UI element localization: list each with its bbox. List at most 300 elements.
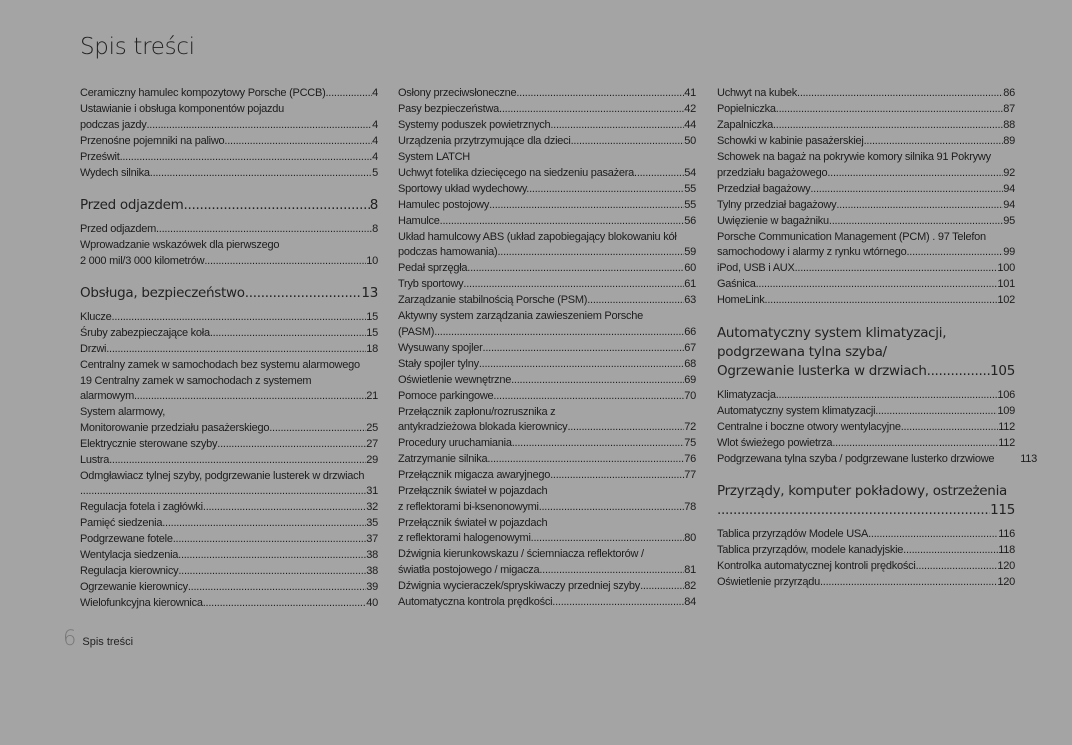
toc-entry-title: Schowki w kabinie pasażerskiej — [717, 135, 864, 147]
toc-entry[interactable] — [80, 532, 378, 548]
toc-entry[interactable] — [398, 150, 696, 181]
toc-entry-title: Lustra — [80, 453, 110, 466]
toc-entry-title: Systemy poduszek powietrznych — [398, 119, 551, 131]
dot-leader — [463, 277, 684, 293]
toc-page-number: 99 — [1003, 246, 1015, 258]
dot-leader — [146, 118, 372, 134]
toc-entry[interactable] — [398, 405, 696, 436]
toc-entry[interactable] — [80, 310, 378, 326]
toc-entry[interactable] — [80, 150, 378, 166]
dot-leader — [994, 452, 998, 468]
toc-entry[interactable] — [398, 579, 696, 595]
toc-page-number: 118 — [998, 544, 1015, 556]
dot-leader — [109, 453, 366, 469]
toc-page-number: 94 — [1003, 198, 1015, 211]
toc-entry[interactable] — [80, 453, 378, 469]
toc-entry-title: Centralne i boczne otwory wentylacyjne — [717, 420, 901, 433]
toc-entry-row — [717, 182, 1015, 198]
toc-entry-title: Tylny przedział bagażowy — [717, 198, 837, 211]
toc-entry-row — [398, 86, 696, 102]
dot-leader — [178, 548, 366, 564]
toc-entry-title: Wlot świeżego powietrza — [717, 436, 833, 449]
toc-entry-title: Podgrzewane fotele — [80, 533, 173, 545]
toc-page-number: 102 — [997, 294, 1015, 306]
toc-page-number: 10 — [366, 254, 378, 267]
toc-entry[interactable] — [80, 437, 378, 453]
dot-leader — [868, 527, 998, 543]
dot-leader — [550, 118, 684, 134]
dot-leader — [106, 342, 366, 358]
toc-page-number: 55 — [684, 182, 696, 195]
toc-page-number: 80 — [684, 532, 696, 544]
toc-entry[interactable] — [80, 166, 378, 182]
toc-entry[interactable] — [80, 358, 378, 405]
toc-page-number: 101 — [997, 278, 1015, 290]
dot-leader — [795, 261, 998, 277]
dot-leader — [224, 134, 372, 150]
dot-leader — [178, 564, 366, 580]
toc-entry[interactable] — [80, 326, 378, 342]
toc-entry-row — [398, 134, 696, 150]
toc-entry-title: alarmowym — [80, 390, 134, 402]
toc-entry-title: Wielofunkcyjna kierownica — [80, 597, 203, 609]
dot-leader — [134, 389, 366, 405]
toc-entry-row — [398, 293, 696, 309]
toc-entry[interactable] — [717, 420, 1015, 436]
toc-entry-title: podczas jazdy — [80, 118, 147, 131]
toc-entry-title: Procedury uruchamiania — [398, 437, 512, 449]
toc-entry-row — [717, 166, 1015, 182]
toc-page-number: 92 — [1003, 166, 1015, 179]
toc-entry-title: Popielniczka — [717, 103, 776, 115]
toc-page-number: 76 — [684, 453, 696, 465]
dot-leader — [836, 198, 1003, 214]
toc-entry-title: Hamulce — [398, 214, 440, 227]
toc-entry[interactable] — [80, 596, 378, 612]
toc-entry-row — [80, 284, 378, 303]
toc-entry-line: System LATCH — [398, 151, 470, 163]
toc-entry[interactable] — [717, 404, 1015, 420]
toc-page-number: 38 — [366, 565, 378, 577]
toc-entry-row — [398, 531, 696, 547]
toc-page-number: 61 — [684, 278, 696, 290]
toc-entry-title: Uchwyt na kubek — [717, 87, 798, 99]
dot-leader — [906, 245, 1003, 261]
toc-entry[interactable] — [398, 341, 696, 357]
toc-entry[interactable] — [717, 575, 1015, 591]
toc-section-heading[interactable] — [717, 324, 1015, 381]
toc-section-heading[interactable] — [717, 482, 1015, 520]
toc-entry-row — [717, 198, 1015, 214]
toc-entry-row — [398, 166, 696, 182]
dot-leader — [467, 261, 684, 277]
toc-entry-line: Przyrządy, komputer pokładowy, ostrzeżenia — [717, 483, 1007, 499]
toc-page-number: 41 — [684, 87, 696, 99]
toc-entry-row — [717, 118, 1015, 134]
dot-leader — [80, 484, 366, 500]
toc-page-number: 66 — [684, 325, 696, 338]
toc-page-number: 27 — [366, 437, 378, 450]
dot-leader — [479, 357, 684, 373]
toc-entry-title: Automatyczny system klimatyzacji — [717, 404, 876, 417]
dot-leader — [829, 214, 1003, 230]
toc-entry[interactable] — [398, 102, 696, 118]
toc-page-number: 116 — [998, 528, 1015, 540]
toc-page-number: 120 — [997, 576, 1015, 588]
toc-entry-title: Wysuwany spojler — [398, 341, 483, 354]
dot-leader — [120, 150, 373, 166]
dot-leader — [489, 198, 684, 214]
toc-entry[interactable] — [717, 182, 1015, 198]
toc-entry[interactable] — [398, 86, 696, 102]
dot-leader — [529, 182, 684, 198]
toc-section-heading[interactable] — [80, 196, 378, 215]
toc-entry[interactable] — [80, 548, 378, 564]
dot-leader — [188, 580, 366, 596]
toc-entry[interactable] — [80, 580, 378, 596]
dot-leader — [640, 579, 684, 595]
dot-leader — [512, 436, 685, 452]
toc-entry[interactable] — [717, 543, 1015, 559]
toc-page-number: 77 — [684, 469, 696, 481]
toc-entry-line: System alarmowy, — [80, 406, 166, 418]
toc-entry-title: z reflektorami bi-ksenonowymi — [398, 500, 539, 513]
toc-entry-row — [717, 420, 1015, 436]
toc-entry-title: iPod, USB i AUX — [717, 262, 795, 274]
dot-leader — [573, 134, 684, 150]
toc-entry-line: Układ hamulcowy ABS (układ zapobiegający blokowaniu kół — [398, 230, 677, 243]
toc-entry-row — [80, 548, 378, 564]
dot-leader — [112, 310, 367, 326]
toc-entry[interactable] — [717, 436, 1015, 452]
toc-entry-title: Przedział bagażowy — [717, 182, 811, 195]
toc-entry-row — [80, 166, 378, 182]
toc-page-number: 109 — [997, 404, 1015, 417]
toc-entry[interactable] — [717, 198, 1015, 214]
dot-leader — [832, 436, 998, 452]
toc-entry[interactable] — [717, 527, 1015, 543]
toc-page-number: 86 — [1003, 87, 1015, 99]
toc-page-number: 21 — [366, 390, 378, 402]
toc-entry[interactable] — [398, 389, 696, 405]
toc-entry-row — [80, 134, 378, 150]
toc-entry-line: Wprowadzanie wskazówek dla pierwszego — [80, 239, 280, 251]
toc-page-number: 87 — [1003, 103, 1015, 115]
toc-entry[interactable] — [398, 134, 696, 150]
toc-page-number: 39 — [366, 581, 378, 593]
toc-entry[interactable] — [80, 86, 378, 102]
toc-entry-title: Pedał sprzęgła — [398, 262, 468, 274]
toc-entry-title: antykradzieżowa blokada kierownicy — [398, 421, 568, 433]
toc-entry[interactable] — [80, 134, 378, 150]
dot-leader — [567, 420, 684, 436]
toc-page-number: 75 — [684, 437, 696, 449]
toc-page-number: 88 — [1003, 119, 1015, 131]
toc-entry-title: Przenośne pojemniki na paliwo — [80, 134, 225, 147]
toc-entry[interactable] — [717, 230, 1015, 261]
dot-leader — [511, 373, 684, 389]
toc-entry-row — [717, 575, 1015, 591]
toc-entry[interactable] — [717, 150, 1015, 181]
toc-page-number: 100 — [997, 262, 1015, 274]
toc-entry-row — [80, 86, 378, 102]
toc-entry-title: Wydech silnika — [80, 166, 150, 179]
toc-entry[interactable] — [717, 102, 1015, 118]
toc-entry-line: Schowek na bagaż na pokrywie komory silnika 91 Pokrywy — [717, 151, 991, 163]
toc-entry-title: Gaśnica — [717, 278, 756, 290]
dot-leader — [173, 532, 367, 548]
toc-entry[interactable] — [398, 198, 696, 214]
toc-entry-title: Pasy bezpieczeństwa — [398, 103, 500, 115]
page-title: Spis treści — [80, 34, 195, 60]
toc-page-number: 112 — [998, 436, 1015, 449]
toc-page-number: 31 — [366, 485, 378, 497]
toc-page-number: 8 — [372, 223, 378, 235]
toc-page-number: 120 — [997, 560, 1015, 572]
toc-entry-row — [80, 437, 378, 453]
toc-entry[interactable] — [80, 500, 378, 516]
dot-leader — [901, 420, 998, 436]
toc-entry[interactable] — [398, 516, 696, 547]
toc-page-number: 13 — [361, 285, 378, 301]
toc-entry-row — [398, 579, 696, 595]
toc-entry-title: Monitorowanie przedziału pasażerskiego — [80, 421, 270, 434]
toc-page-number: 70 — [684, 389, 696, 402]
toc-entry-row — [717, 362, 1015, 381]
toc-entry[interactable] — [80, 564, 378, 580]
toc-entry-title: Stały spojler tylny — [398, 357, 479, 370]
dot-leader — [203, 500, 366, 516]
toc-entry-title: Urządzenia przytrzymujące dla dzieci. — [398, 135, 574, 147]
toc-page-number: 106 — [997, 388, 1015, 401]
toc-entry-row — [398, 277, 696, 293]
toc-entry-title: Klucze — [80, 311, 112, 323]
toc-entry[interactable] — [398, 118, 696, 134]
toc-page-number: 32 — [366, 501, 378, 513]
dot-leader — [773, 118, 1003, 134]
toc-section-heading[interactable] — [80, 284, 378, 303]
toc-entry-row — [717, 214, 1015, 230]
toc-page-number: 4 — [372, 118, 378, 131]
toc-entry-row — [398, 357, 696, 373]
toc-entry-row — [398, 118, 696, 134]
toc-entry[interactable] — [717, 559, 1015, 575]
toc-entry-row — [80, 254, 378, 270]
toc-entry-title: Prześwit — [80, 150, 120, 163]
toc-entry-row — [80, 196, 378, 215]
dot-leader — [776, 388, 998, 404]
toc-entry-row — [80, 564, 378, 580]
toc-entry[interactable] — [80, 516, 378, 532]
toc-entry[interactable] — [80, 222, 378, 238]
toc-entry[interactable] — [717, 277, 1015, 293]
toc-entry-row — [80, 596, 378, 612]
toc-page-number: 81 — [684, 563, 696, 576]
toc-entry-row — [398, 436, 696, 452]
dot-leader — [440, 214, 685, 230]
toc-page-number: 18 — [366, 343, 378, 355]
dot-leader — [776, 102, 1003, 118]
toc-page-number: 63 — [684, 294, 696, 306]
toc-entry-row — [398, 389, 696, 405]
toc-entry[interactable] — [80, 102, 378, 133]
dot-leader — [326, 86, 373, 102]
toc-entry[interactable] — [717, 388, 1015, 404]
toc-entry-row — [717, 388, 1015, 404]
toc-entry-title: Pamięć siedzenia — [80, 517, 163, 529]
toc-entry-row — [80, 118, 378, 134]
toc-entry-row — [717, 527, 1015, 543]
toc-entry[interactable] — [398, 547, 696, 578]
toc-entry-line: Przełącznik świateł w pojazdach — [398, 485, 548, 497]
toc-entry-title: (PASM) — [398, 325, 435, 338]
toc-column-1 — [80, 86, 378, 612]
toc-entry-title: Wentylacja siedzenia — [80, 549, 179, 561]
toc-entry[interactable] — [398, 182, 696, 198]
toc-entry-title: Osłony przeciwsłoneczne — [398, 87, 517, 99]
toc-entry[interactable] — [398, 277, 696, 293]
toc-entry[interactable] — [398, 452, 696, 468]
toc-page-number: 72 — [684, 421, 696, 433]
toc-entry-row — [398, 261, 696, 277]
toc-entry[interactable] — [717, 452, 1037, 468]
toc-entry-title: przedziału bagażowego — [717, 166, 828, 179]
toc-page-number: 105 — [990, 362, 1015, 379]
toc-entry-row — [80, 389, 378, 405]
toc-entry-title: Tablica przyrządów Modele USA — [717, 528, 869, 540]
dot-leader — [499, 102, 684, 118]
toc-entry-row — [717, 102, 1015, 118]
toc-entry-title: Ogrzewanie kierownicy — [80, 581, 188, 593]
toc-entry-line: Automatyczny system klimatyzacji, podgrzewana tylna szyba/ — [717, 324, 947, 360]
toc-entry[interactable] — [80, 405, 378, 436]
toc-entry[interactable] — [717, 134, 1015, 150]
toc-entry-title: z reflektorami halogenowymi — [398, 532, 531, 544]
toc-entry[interactable] — [717, 118, 1015, 134]
toc-entry-row — [717, 293, 1015, 309]
toc-entry-title: Oświetlenie przyrządu — [717, 576, 820, 588]
toc-entry-title: Automatyczna kontrola prędkości — [398, 595, 553, 608]
toc-entry-row — [80, 342, 378, 358]
toc-entry-row — [398, 182, 696, 198]
toc-entry-row — [398, 198, 696, 214]
toc-page-number: 54 — [684, 166, 696, 179]
toc-page-number: 78 — [684, 500, 696, 513]
toc-page-number: 44 — [684, 119, 696, 131]
toc-entry-title: Przed odjazdem — [80, 197, 184, 213]
toc-entry[interactable] — [398, 595, 696, 611]
toc-page-number: 15 — [366, 311, 378, 323]
dot-leader — [539, 563, 684, 579]
toc-entry-title: samochodowy i alarmy z rynku wtórnego — [717, 246, 907, 258]
toc-entry-title: Zarządzanie stabilnością Porsche (PSM) — [398, 294, 588, 306]
toc-entry-row — [398, 102, 696, 118]
dot-leader — [434, 325, 684, 341]
toc-entry[interactable] — [398, 373, 696, 389]
toc-entry-title: Tryb sportowy — [398, 278, 464, 290]
toc-entry-title: Zatrzymanie silnika — [398, 453, 488, 465]
dot-leader — [210, 326, 366, 342]
toc-entry-row — [80, 421, 378, 437]
toc-entry-row — [80, 310, 378, 326]
toc-page-number: 60 — [684, 262, 696, 274]
toc-entry[interactable] — [398, 293, 696, 309]
dot-leader — [162, 516, 366, 532]
toc-page-number: 55 — [684, 198, 696, 211]
dot-leader — [531, 531, 685, 547]
toc-entry-row — [398, 420, 696, 436]
toc-entry[interactable] — [80, 469, 378, 500]
dot-leader — [827, 166, 1003, 182]
toc-entry[interactable] — [717, 293, 1015, 309]
toc-page-number: 5 — [372, 166, 378, 179]
toc-entry[interactable] — [398, 309, 696, 340]
toc-page-number: 112 — [998, 420, 1015, 433]
toc-entry-row — [80, 516, 378, 532]
dot-leader — [539, 500, 685, 516]
toc-page-number: 59 — [684, 246, 696, 258]
toc-entry-row — [717, 277, 1015, 293]
toc-page-number: 25 — [366, 421, 378, 434]
toc-page-number: 68 — [684, 357, 696, 370]
toc-entry[interactable] — [398, 261, 696, 277]
toc-entry-title: Śruby zabezpieczające koła — [80, 327, 210, 339]
toc-entry-title: Sportowy układ wydechowy. — [398, 182, 530, 195]
dot-leader — [916, 559, 998, 575]
dot-leader — [150, 166, 372, 182]
dot-leader — [634, 166, 684, 182]
toc-entry-title: Obsługa, bezpieczeństwo — [80, 285, 245, 301]
dot-leader — [552, 595, 684, 611]
toc-entry-title: HomeLink — [717, 294, 765, 306]
toc-page-number: 50 — [684, 135, 696, 147]
toc-entry-title: Przełącznik migacza awaryjnego. — [398, 469, 553, 481]
toc-entry[interactable] — [717, 86, 1015, 102]
dot-leader — [183, 196, 369, 215]
toc-entry-title: Podgrzewana tylna szyba / podgrzewane lusterko drzwiowe — [717, 452, 995, 465]
dot-leader — [516, 86, 684, 102]
toc-entry-title: Hamulec postojowy — [398, 198, 490, 211]
toc-entry-title: Regulacja fotela i zagłówki — [80, 501, 203, 513]
toc-entry-title: Dźwignia wycieraczek/spryskiwaczy przedniej szyby — [398, 579, 641, 592]
toc-entry[interactable] — [398, 357, 696, 373]
toc-entry-row — [80, 326, 378, 342]
dot-leader — [864, 134, 1004, 150]
toc-entry[interactable] — [717, 261, 1015, 277]
toc-page-number: 56 — [684, 214, 696, 227]
toc-entry[interactable] — [398, 214, 696, 230]
toc-page-number: 84 — [684, 595, 696, 608]
toc-entry[interactable] — [80, 238, 378, 269]
toc-entry[interactable] — [398, 484, 696, 515]
toc-entry-row — [717, 245, 1015, 261]
toc-entry[interactable] — [398, 468, 696, 484]
toc-entry-title: Uchwyt fotelika dziecięcego na siedzeniu pasażera — [398, 166, 635, 179]
dot-leader — [765, 293, 998, 309]
toc-page-number: 35 — [366, 517, 378, 529]
toc-entry-title: 2 000 mil/3 000 kilometrów — [80, 254, 205, 267]
toc-entry[interactable] — [717, 214, 1015, 230]
toc-entry[interactable] — [80, 342, 378, 358]
toc-entry-title: Tablica przyrządów, modele kanadyjskie — [717, 544, 904, 556]
toc-entry-row — [717, 501, 1015, 520]
toc-page-number: 67 — [684, 341, 696, 354]
toc-entry-title: Przed odjazdem. — [80, 223, 159, 235]
toc-entry[interactable] — [398, 230, 696, 261]
toc-entry[interactable] — [398, 436, 696, 452]
dot-leader — [810, 182, 1003, 198]
toc-entry-row — [398, 468, 696, 484]
